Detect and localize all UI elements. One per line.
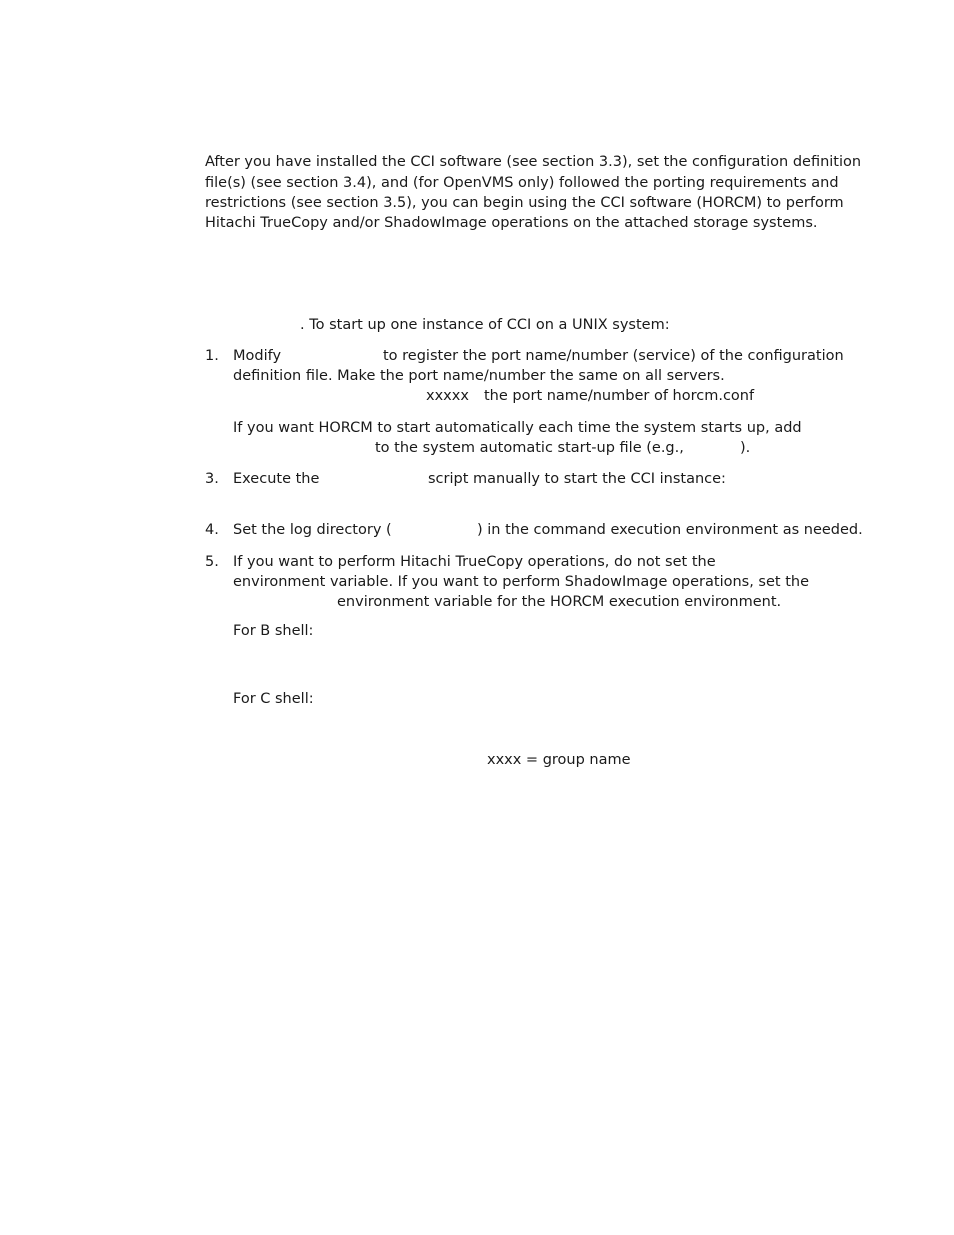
step-text: ).	[740, 440, 751, 456]
step-text: If you want to perform Hitachi TrueCopy operations, do not set the	[233, 554, 716, 570]
b-shell-label: For B shell:	[233, 623, 314, 639]
intro-line: restrictions (see section 3.5), you can begin using the CCI software (HORCM) to perform	[205, 195, 844, 211]
step-text: If you want HORCM to start automatically each time the system starts up, add	[233, 420, 802, 436]
step-text: the port name/number of horcm.conf	[484, 388, 755, 404]
procedure-lead: . To start up one instance of CCI on a UNIX system:	[300, 317, 670, 333]
intro-line: Hitachi TrueCopy and/or ShadowImage operations on the attached storage systems.	[205, 215, 818, 231]
step-text: Set the log directory (	[233, 522, 392, 538]
group-name-note: xxxx = group name	[487, 752, 631, 768]
c-shell-label: For C shell:	[233, 691, 314, 707]
step-text: definition file. Make the port name/number the same on all servers.	[233, 368, 725, 384]
step-number: 5.	[205, 554, 219, 570]
step-text: to the system automatic start-up file (e.g.,	[375, 440, 684, 456]
step-text: Execute the	[233, 471, 320, 487]
step-text: environment variable. If you want to perform ShadowImage operations, set the	[233, 574, 809, 590]
step-text: to register the port name/number (service) of the configuration	[383, 348, 844, 364]
step-text: Modify	[233, 348, 282, 364]
step-number: 3.	[205, 471, 219, 487]
step-text: script manually to start the CCI instance:	[428, 471, 726, 487]
step-text: environment variable for the HORCM execution environment.	[337, 594, 782, 610]
intro-line: file(s) (see section 3.4), and (for OpenVMS only) followed the porting requirements and	[205, 175, 839, 191]
intro-line: After you have installed the CCI software (see section 3.3), set the configuration definition	[205, 154, 862, 170]
step-number: 4.	[205, 522, 219, 538]
step-text: ) in the command execution environment as needed.	[477, 522, 863, 538]
step-number: 1.	[205, 348, 219, 364]
placeholder-xxxxx: xxxxx	[426, 388, 469, 404]
